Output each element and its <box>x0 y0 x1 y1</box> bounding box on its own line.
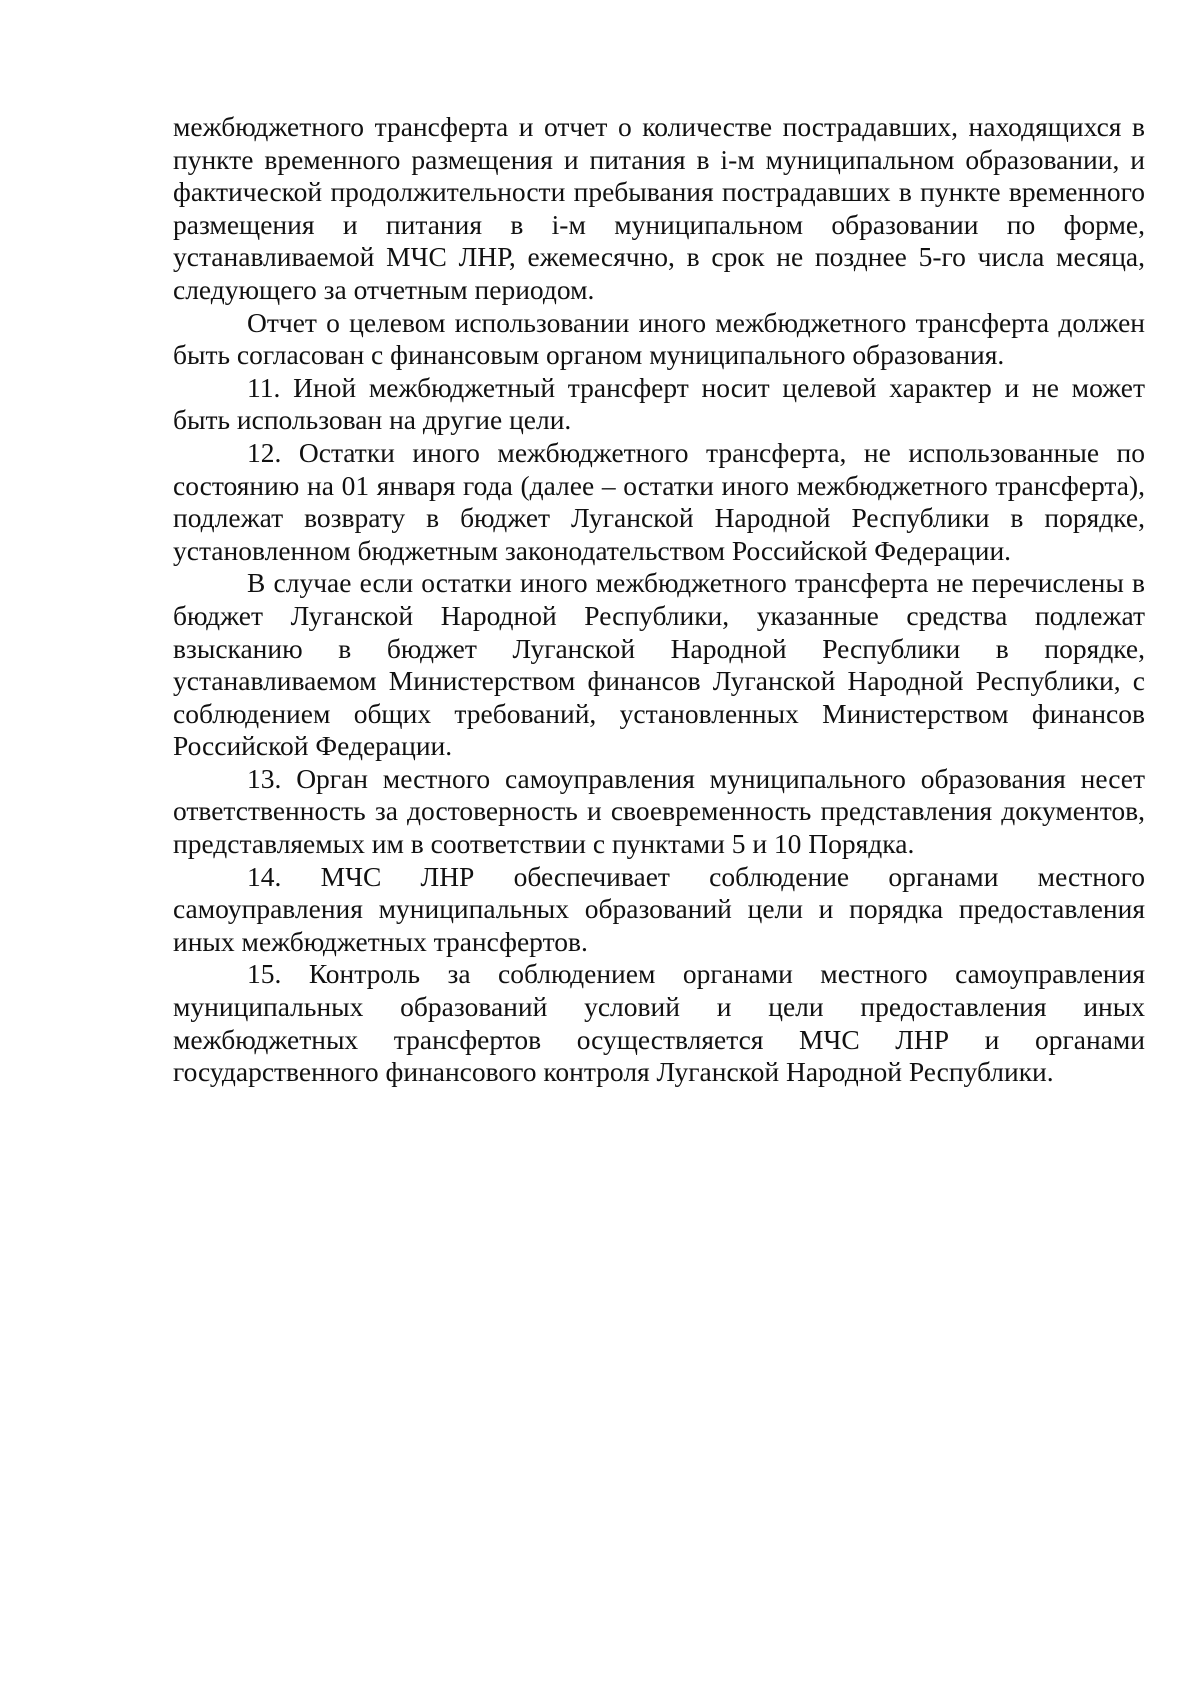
document-body <box>173 111 1145 1089</box>
paragraph-item-12: 12. Остатки иного межбюджетного трансферта, не использованные по состоянию на 01 января года (далее – остатки иного межбюджетного трансферта), подлежат возврату в бюджет Луганской Народной Республики в порядке, установленном бюджетным законодательством Российской Федерации. <box>173 436 1145 566</box>
paragraph-item-15: 15. Контроль за соблюдением органами местного самоуправления муниципальных образований условий и цели предоставления иных межбюджетных трансфертов осуществляется МЧС ЛНР и органами государственного финансового контроля Луганской Народной Республики. <box>173 958 1145 1088</box>
paragraph-item-12-recovery: В случае если остатки иного межбюджетного трансферта не перечислены в бюджет Луганской Народной Республики, указанные средства подлежат взысканию в бюджет Луганской Народной Республики в порядке, устанавливаемом Министерством финансов Луганской Народной Республики, с соблюдением общих требований, установленных Министерством финансов Российской Федерации. <box>173 567 1145 762</box>
paragraph-report-continuation: межбюджетного трансферта и отчет о количестве пострадавших, находящихся в пункте временного размещения и питания в i-м муниципальном образовании, и фактической продолжительности пребывания пострадавших в пункте временного размещения и питания в i-м муниципальном образовании по форме, устанавливаемой МЧС ЛНР, ежемесячно, в срок не позднее 5-го числа месяца, следующего за отчетным периодом. <box>173 111 1145 305</box>
paragraph-item-14: 14. МЧС ЛНР обеспечивает соблюдение органами местного самоуправления муниципальных образований цели и порядка предоставления иных межбюджетных трансфертов. <box>173 860 1145 957</box>
paragraph-item-11: 11. Иной межбюджетный трансферт носит целевой характер и не может быть использован на другие цели. <box>173 371 1145 436</box>
paragraph-report-approval: Отчет о целевом использовании иного межбюджетного трансферта должен быть согласован с финансовым органом муниципального образования. <box>173 306 1145 371</box>
paragraph-item-13: 13. Орган местного самоуправления муниципального образования несет ответственность за достоверность и своевременность представления документов, представляемых им в соответствии с пунктами 5 и 10 Порядка. <box>173 762 1145 860</box>
